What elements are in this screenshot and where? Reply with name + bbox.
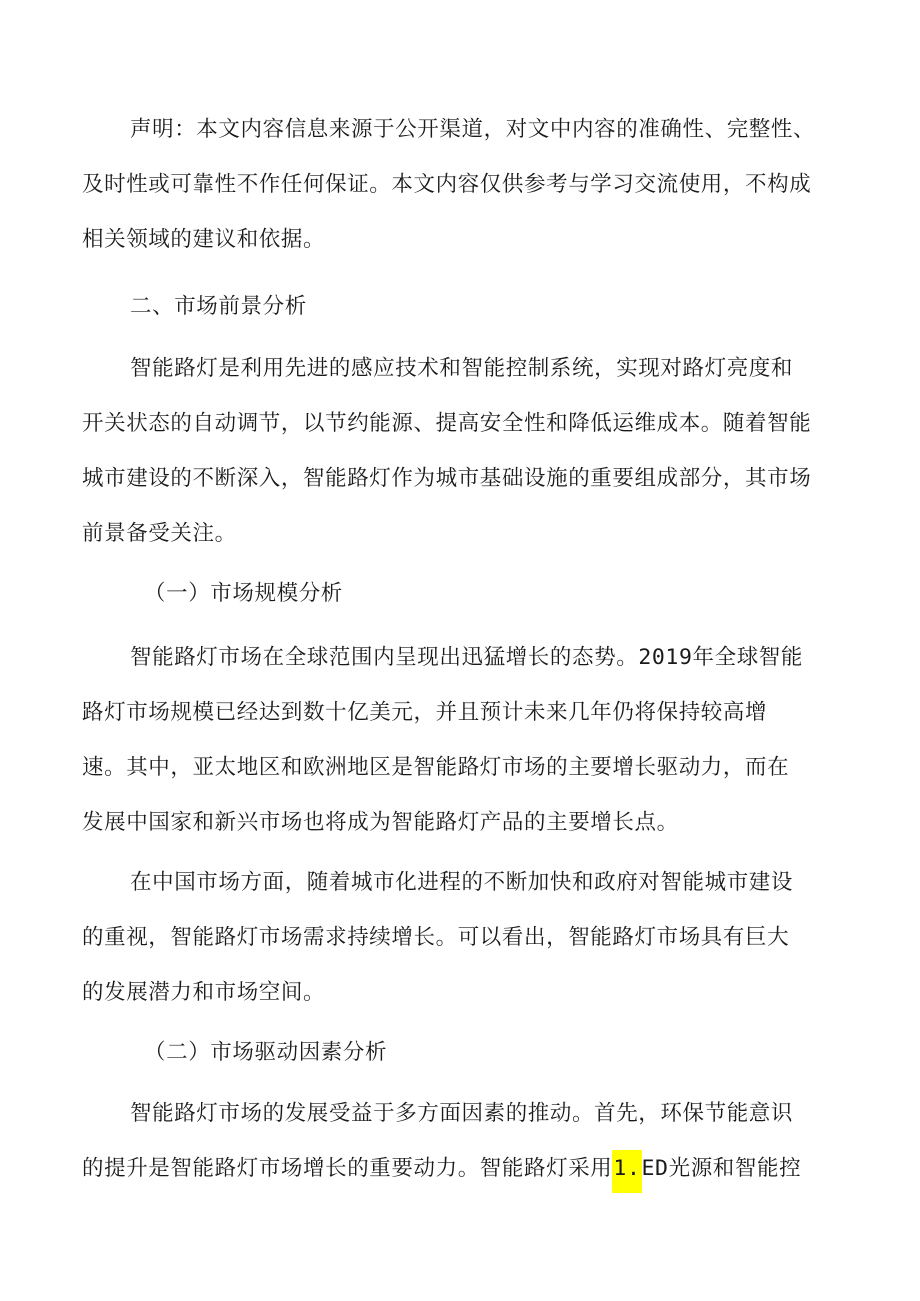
disclaimer-paragraph — [82, 102, 842, 267]
text-line: 相关领域的建议和依据。 — [82, 227, 326, 252]
text-line: 智能路灯是利用先进的感应技术和智能控制系统，实现对路灯亮度和 — [130, 356, 794, 381]
subsection-heading-drivers — [82, 1025, 842, 1080]
text-line: 城市建设的不断深入，智能路灯作为城市基础设施的重要组成部分，其市场 — [82, 466, 812, 491]
section-heading — [82, 279, 842, 334]
text-line: 前景备受关注。 — [82, 521, 237, 546]
text-line: 路灯市场规模已经达到数十亿美元，并且预计未来几年仍将保持较高增 — [82, 700, 768, 725]
text-segment: 年全球智能 — [692, 645, 804, 670]
text-line: 声明：本文内容信息来源于公开渠道，对文中内容的准确性、完整性、 — [130, 117, 816, 142]
text-segment: 的提升是智能路灯市场增长的重要动力。智能路灯采用 — [82, 1156, 613, 1181]
text-segment: ED光源和智能控 — [641, 1156, 802, 1181]
text-line — [82, 630, 842, 685]
highlighted-text: 1. — [612, 1150, 641, 1193]
text-line: 的发展潜力和市场空间。 — [82, 980, 326, 1005]
text-line: 在中国市场方面，随着城市化进程的不断加快和政府对智能城市建设 — [130, 870, 794, 895]
text-line: 智能路灯市场的发展受益于多方面因素的推动。首先，环保节能意识 — [130, 1101, 794, 1126]
text-line: 的重视，智能路灯市场需求持续增长。可以看出，智能路灯市场具有巨大 — [82, 925, 790, 950]
market-size-paragraph — [82, 630, 842, 850]
subsection-heading-market-size — [82, 566, 842, 621]
year-text: 2019 — [638, 645, 693, 670]
china-market-paragraph — [82, 855, 842, 1020]
drivers-paragraph — [82, 1086, 842, 1196]
text-line — [82, 1141, 842, 1196]
text-line: 发展中国家和新兴市场也将成为智能路灯产品的主要增长点。 — [82, 810, 679, 835]
text-line: 及时性或可靠性不作任何保证。本文内容仅供参考与学习交流使用，不构成 — [82, 172, 812, 197]
text-line: 开关状态的自动调节，以节约能源、提高安全性和降低运维成本。随着智能 — [82, 411, 812, 436]
text-segment: 智能路灯市场在全球范围内呈现出迅猛增长的态势。 — [130, 645, 639, 670]
intro-paragraph — [82, 341, 842, 561]
section-heading-text: 二、市场前景分析 — [130, 294, 307, 319]
subsection-heading-text: （二）市场驱动因素分析 — [144, 1040, 388, 1065]
subsection-heading-text: （一）市场规模分析 — [144, 581, 343, 606]
text-line: 速。其中，亚太地区和欧洲地区是智能路灯市场的主要增长驱动力，而在 — [82, 755, 790, 780]
